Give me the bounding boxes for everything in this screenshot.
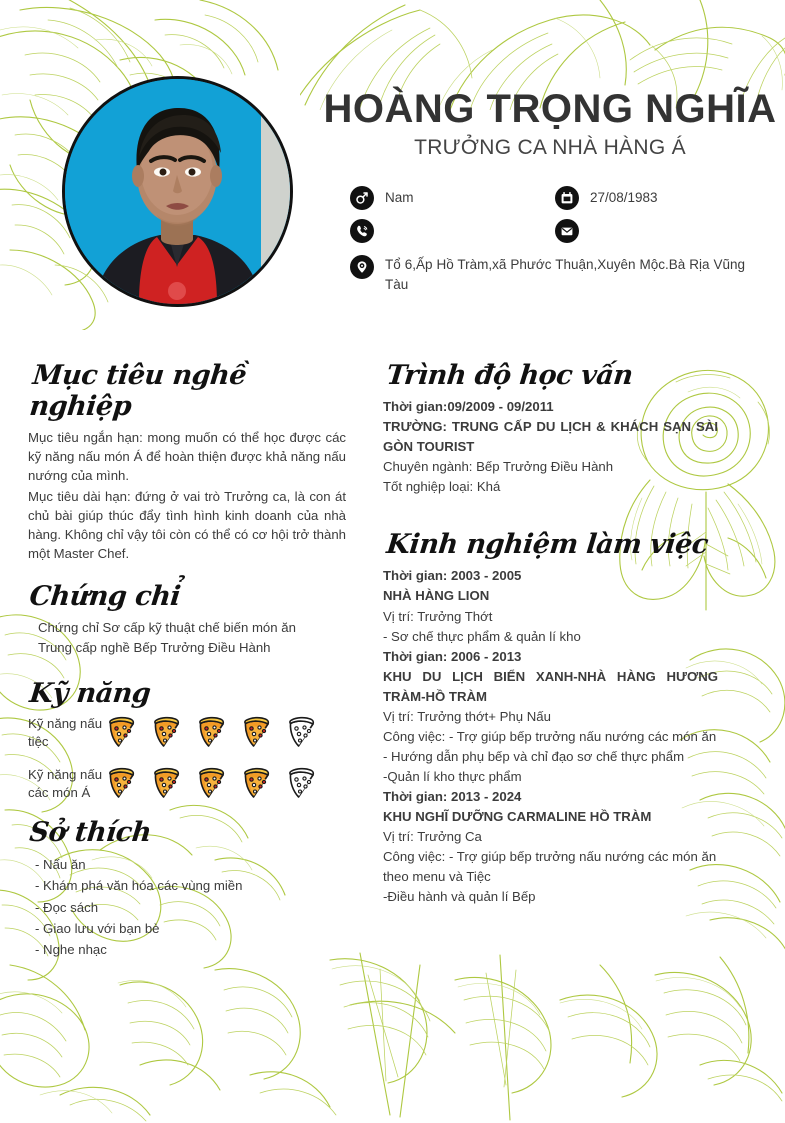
- contact-birthday: [555, 186, 780, 210]
- contact-row-1: [350, 186, 780, 210]
- pizza-slice-icon: [286, 767, 320, 801]
- birthday-value: 27/08/1983: [590, 190, 658, 205]
- name-block: [320, 88, 780, 160]
- skill-label: Kỹ năng nấu tiệc: [28, 715, 103, 750]
- objective-body: [28, 428, 346, 563]
- section-objective: [28, 360, 346, 563]
- experience-entry: [383, 787, 718, 907]
- location-pin-icon: [350, 255, 374, 279]
- pizza-slice-icon: [241, 767, 275, 801]
- contact-info: [350, 186, 780, 296]
- right-column: [383, 360, 718, 911]
- education-school: TRƯỜNG: TRUNG CẤP DU LỊCH & KHÁCH SẠN SÀI GÒN TOURIST: [383, 419, 718, 455]
- experience-time: Thời gian: 2013 - 2024: [383, 789, 522, 805]
- experience-time: Thời gian: 2006 - 2013: [383, 648, 522, 664]
- job-title: TRƯỞNG CA NHÀ HÀNG Á: [414, 136, 686, 159]
- skill-rating: [106, 716, 320, 750]
- education-time: Thời gian:09/2009 - 09/2011: [383, 399, 554, 415]
- education-entry: [383, 397, 718, 497]
- certificate-item: Chứng chỉ Sơ cấp kỹ thuật chế biến món ăn: [38, 620, 296, 636]
- hobby-item: - Giao lưu với bạn bè: [35, 920, 160, 936]
- certificate-item: Trung cấp nghề Bếp Trưởng Điều Hành: [38, 639, 271, 655]
- profile-photo: [62, 76, 293, 307]
- pizza-slice-icon: [106, 716, 140, 750]
- contact-address: [350, 255, 780, 296]
- section-skills: [28, 678, 346, 803]
- experience-duty: -Điều hành và quản lí Bếp: [383, 889, 536, 905]
- experience-duty: theo menu và Tiệc: [383, 869, 491, 885]
- experience-duty: Công việc: - Trợ giúp bếp trưởng nấu nướng các món ăn: [383, 728, 717, 744]
- contact-row-2: [350, 219, 780, 243]
- skill-row: [28, 715, 346, 752]
- contact-gender: [350, 186, 555, 210]
- experience-position: Vị trí: Trưởng thớt+ Phụ Nấu: [383, 708, 551, 724]
- pizza-slice-icon: [241, 716, 275, 750]
- email-icon: [555, 219, 579, 243]
- section-title-education: Trình độ học vấn: [385, 360, 635, 391]
- hobbies-list: [28, 854, 346, 961]
- pizza-slice-icon: [151, 716, 185, 750]
- section-title-experience: Kinh nghiệm làm việc: [385, 529, 710, 561]
- education-grade: Tốt nghiệp loại: Khá: [383, 479, 501, 495]
- left-column: [28, 360, 346, 965]
- section-certificates: [28, 581, 346, 658]
- objective-long-term: Mục tiêu dài hạn: đứng ở vai trò Trưởng ca, là con át chủ bài giúp thúc đẩy tình hình kinh doanh của nhà hàng. Không chỉ vậy tôi còn có thể có cơ hội trở thành một Master Chef.: [28, 488, 346, 561]
- pizza-slice-icon: [106, 767, 140, 801]
- gender-value: Nam: [385, 190, 414, 205]
- section-title-skills: Kỹ năng: [28, 677, 152, 709]
- experience-company: NHÀ HÀNG LION: [383, 588, 490, 604]
- address-value: Tổ 6,Ấp Hồ Tràm,xã Phước Thuận,Xuyên Mộc.Bà Rịa Vũng Tàu: [385, 257, 745, 293]
- experience-company: KHU NGHĨ DƯỠNG CARMALINE HỒ TRÀM: [383, 809, 652, 825]
- phone-icon: [350, 219, 374, 243]
- certificates-list: [28, 618, 346, 658]
- experience-entry: [383, 647, 718, 787]
- gender-icon: [350, 186, 374, 210]
- section-title-hobbies: Sở thích: [28, 816, 153, 848]
- experience-position: Vị trí: Trưởng Ca: [383, 829, 482, 845]
- skill-rating: [106, 767, 320, 801]
- pizza-slice-icon: [151, 767, 185, 801]
- experience-company: KHU DU LỊCH BIỂN XANH-NHÀ HÀNG HƯƠNG TRÀM-HỒ TRÀM: [383, 668, 718, 704]
- pizza-slice-icon: [196, 716, 230, 750]
- skill-row: [28, 766, 346, 803]
- page-title: HOÀNG TRỌNG NGHĨA: [323, 87, 777, 131]
- section-experience: [383, 529, 718, 907]
- contact-email: [555, 219, 780, 243]
- hobby-item: - Nấu ăn: [35, 856, 86, 872]
- skill-label: Kỹ năng nấu các món Á: [28, 766, 103, 801]
- hobby-item: - Khám phá văn hóa các vùng miền: [35, 878, 243, 894]
- hobby-item: - Đọc sách: [35, 899, 99, 915]
- education-major: Chuyên ngành: Bếp Trưởng Điều Hành: [383, 459, 614, 475]
- section-title-certificates: Chứng chỉ: [28, 581, 182, 613]
- calendar-icon: [555, 186, 579, 210]
- section-title-objective: Mục tiêu nghề nghiệp: [28, 360, 248, 423]
- hobby-item: - Nghe nhạc: [35, 942, 107, 958]
- pizza-slice-icon: [286, 716, 320, 750]
- skills-list: [28, 715, 346, 803]
- objective-short-term: Mục tiêu ngắn hạn: mong muốn có thể học được các kỹ năng nấu món Á để hoàn thiện được khả năng nấu nướng của mình.: [28, 430, 346, 484]
- contact-phone: [350, 219, 555, 243]
- experience-entry: [383, 566, 718, 646]
- section-hobbies: [28, 817, 346, 961]
- experience-duty: Công việc: - Trợ giúp bếp trưởng nấu nướng các món ăn: [383, 849, 717, 865]
- floral-decoration-bottom-band: [0, 945, 785, 1123]
- experience-duty: - Sơ chế thực phẩm & quản lí kho: [383, 628, 581, 644]
- section-education: [383, 360, 718, 497]
- experience-duty: -Quản lí kho thực phẩm: [383, 769, 522, 785]
- experience-duty: - Hướng dẫn phụ bếp và chỉ đạo sơ chế thực phẩm: [383, 748, 685, 764]
- experience-position: Vị trí: Trưởng Thớt: [383, 608, 493, 624]
- pizza-slice-icon: [196, 767, 230, 801]
- experience-time: Thời gian: 2003 - 2005: [383, 568, 522, 584]
